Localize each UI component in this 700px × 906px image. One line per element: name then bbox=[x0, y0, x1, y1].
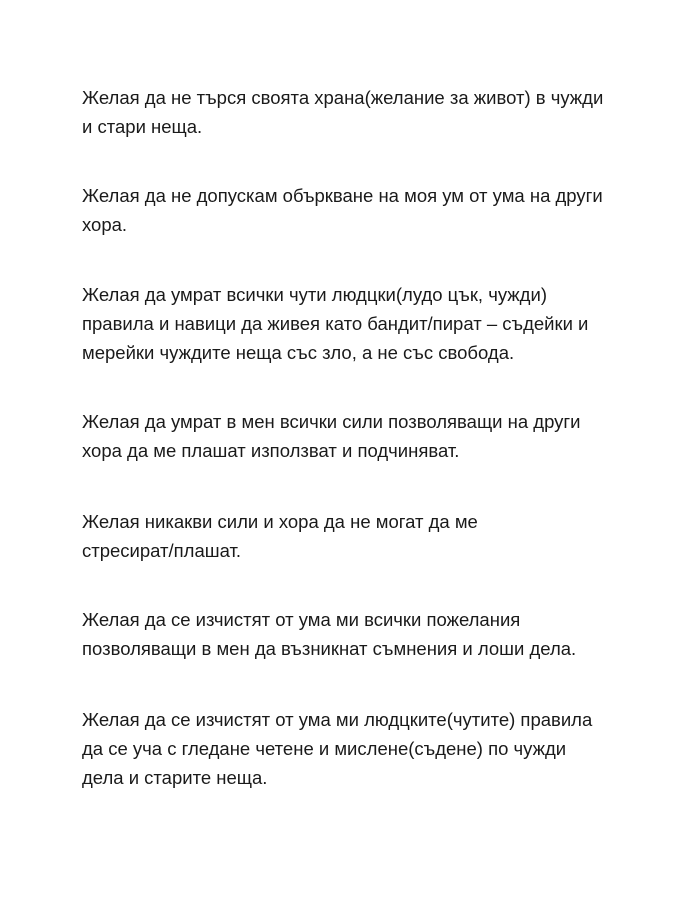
paragraph-5 bbox=[82, 507, 642, 565]
paragraph-line: Желая да не търся своята храна(желание за живот) в чужди bbox=[82, 87, 604, 108]
paragraph-line: стресират/плашат. bbox=[82, 540, 242, 561]
paragraph-line: хора да ме плашат използват и подчиняват. bbox=[82, 440, 460, 461]
paragraph-line: Желая да умрат всички чути людцки(лудо цък, чужди) bbox=[82, 284, 547, 305]
paragraph-line: хора. bbox=[82, 214, 128, 235]
paragraph-line: дела и старите неща. bbox=[82, 767, 268, 788]
paragraph-line: Желая да се изчистят от ума ми всички пожелания bbox=[82, 609, 521, 630]
paragraph-3 bbox=[82, 280, 642, 367]
paragraph-2 bbox=[82, 181, 642, 239]
paragraph-line: Желая никакви сили и хора да не могат да ме bbox=[82, 511, 478, 532]
paragraph-line: позволяващи в мен да възникнат съмнения и лоши дела. bbox=[82, 638, 577, 659]
paragraph-line: Желая да не допускам объркване на моя ум от ума на други bbox=[82, 185, 603, 206]
paragraph-line: правила и навици да живея като бандит/пират – съдейки и bbox=[82, 313, 589, 334]
paragraph-6 bbox=[82, 605, 642, 663]
paragraph-line: Желая да умрат в мен всички сили позволяващи на други bbox=[82, 411, 581, 432]
paragraph-line: мерейки чуждите неща със зло, а не със свобода. bbox=[82, 342, 515, 363]
paragraph-1 bbox=[82, 83, 642, 141]
paragraph-7 bbox=[82, 705, 642, 792]
paragraph-4 bbox=[82, 407, 642, 465]
paragraph-line: и стари неща. bbox=[82, 116, 203, 137]
paragraph-line: да се уча с гледане четене и мислене(съдене) по чужди bbox=[82, 738, 567, 759]
paragraph-line: Желая да се изчистят от ума ми людцките(чутите) правила bbox=[82, 709, 593, 730]
